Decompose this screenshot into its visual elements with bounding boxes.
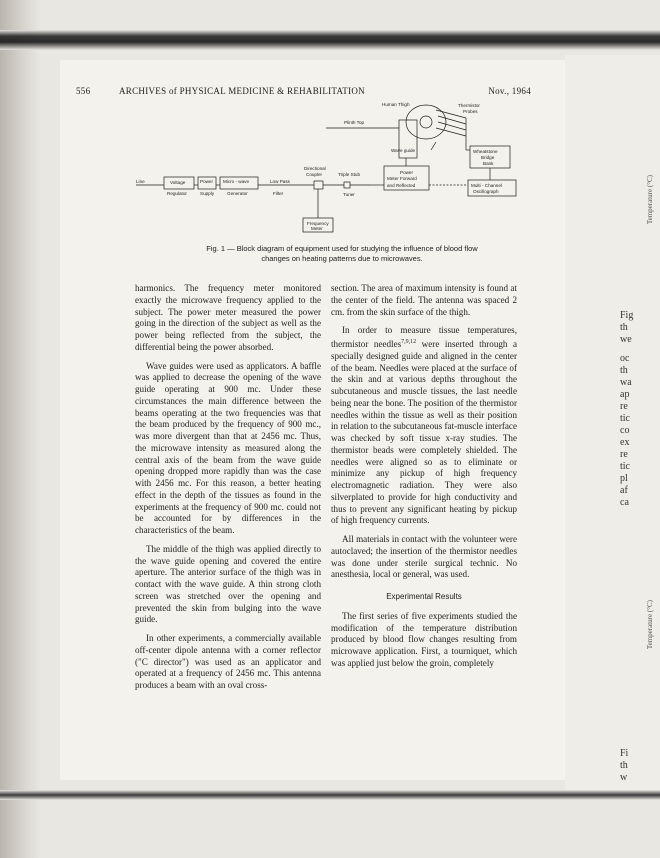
adjacent-fragment: ca — [620, 497, 629, 508]
block-diagram-svg — [136, 100, 531, 250]
journal-title: ARCHIVES of PHYSICAL MEDICINE & REHABILITATION — [119, 86, 365, 96]
triple-stub-tuner-label: Triple Stub — [338, 172, 361, 177]
adjacent-fragment: af — [620, 485, 628, 496]
wheatstone-bridge-label: Bank — [483, 161, 494, 166]
directional-coupler-label: Directional — [304, 166, 326, 171]
plinth-top-label: Plinth Top — [344, 120, 365, 125]
paragraph-text: In order to measure tissue temperatures, thermistor needles — [331, 325, 517, 350]
directional-coupler-label: Coupler — [306, 172, 323, 177]
low-pass-filter-label: Low Pass — [270, 179, 290, 184]
caption-line: Fig. 1 — Block diagram of equipment used for studying the influence of blood flow — [206, 244, 478, 253]
oscillograph-label: Multi - Channel — [471, 183, 502, 188]
page-number: 556 — [76, 86, 91, 96]
paragraph: In other experiments, a commercially available off-center dipole antenna with a corner reflector ("C director") was used as an applicator and operated at a frequency of 2456 mc. This antenna produces a beam with an oval cross- — [135, 633, 321, 690]
adjacent-fragment: Fi — [620, 748, 629, 759]
adjacent-fragment: w — [620, 772, 628, 783]
line-label: Line — [136, 179, 145, 184]
voltage-regulator-label: Voltage — [170, 180, 186, 185]
scan-shadow-left — [0, 0, 40, 858]
paragraph-text: were inserted through a specially designed guide and aligned in the center of the beam. Needles were placed at the surface of the skin and at various depths throughout the subcutaneous and muscle tissues, the last needle being near the bone. The position of the thermistor needles within the tissue as well as their position in relation to the subcutaneous fat-muscle interface was checked by soft tissue x-ray studies. The thermistor beads were completely shielded. The needles were aligned so as to eliminate or minimize any pickup of high frequency electromagnetic radiation. They were also silverplated to provide for high conductivity and thus to prevent any significant heating by pickup of high frequency currents. — [331, 339, 518, 526]
wheatstone-bridge-label: Bridge — [481, 155, 495, 160]
adjacent-fragment: wa — [620, 377, 632, 388]
adjacent-fragment: we — [620, 334, 632, 345]
scan-bottom-band — [0, 790, 660, 800]
directional-coupler-box — [314, 181, 323, 189]
adjacent-fragment: ap — [620, 389, 630, 400]
thigh-cross-section — [406, 105, 446, 139]
figure-caption — [152, 244, 532, 264]
adjacent-fragment: th — [620, 365, 628, 376]
right-column — [331, 283, 517, 677]
paragraph: The middle of the thigh was applied directly to the wave guide opening and covered the entire aperture. The anterior surface of the thigh was in contact with the wave guide. A thin strong cloth screen was stretched over the opening and prevented the skin from bulging into the wave guide. — [135, 543, 321, 625]
left-column — [135, 283, 321, 699]
block-diagram — [136, 100, 531, 250]
frequency-meter-label: Frequency — [307, 221, 329, 226]
adjacent-fragment: co — [620, 425, 630, 436]
adjacent-fragment: th — [620, 322, 628, 333]
paragraph: The first series of five experiments studied the modification of the temperature distribution produced by blood flow changes resulting from microwave application. First, a tourniquet, which was applied just below the groin, completely — [331, 610, 517, 668]
frequency-meter-label: Meter — [311, 226, 323, 231]
microwave-generator-label: Generator — [227, 191, 248, 196]
adjacent-fragment: pl — [620, 473, 628, 484]
adjacent-fragment: re — [620, 449, 628, 460]
power-meter-label: and Reflected — [387, 183, 416, 188]
adjacent-fragment: th — [620, 760, 628, 771]
paragraph: Wave guides were used as applicators. A baffle was applied to decrease the opening of the wave guide operating at 900 mc. Under these circumstances the main difference between the beams operating at the two frequencies was that the beam produced by the frequency of 900 mc., was more divergent than that at 2456 mc. Thus, the microwave intensity as measured along the central axis of the beam from the wave guide opening dropped more rapidly than was the case with 2456 mc. For this reason, a better heating effect in the depth of the tissues as found in the experiments at the frequency of 900 mc. could not be accounted for by differences in the characteristics of the beam. — [135, 360, 321, 535]
paragraph — [331, 325, 517, 527]
triple-stub-tuner-label: Tuner — [343, 192, 355, 197]
power-supply-label: Supply — [200, 191, 215, 196]
adjacent-axis-label: Temperature (°C) — [646, 175, 654, 225]
low-pass-filter-label: Filter — [273, 191, 284, 196]
reference-superscript: 7,9,12 — [401, 339, 417, 345]
thermistor-probes-label: Probes — [463, 109, 478, 114]
adjacent-fragment: Fig — [620, 310, 634, 321]
adjacent-page-strip — [565, 55, 660, 800]
human-thigh-label: Human Thigh — [382, 102, 410, 107]
adjacent-axis-label: Temperature (°C) — [646, 600, 654, 650]
adjacent-fragment: re — [620, 401, 628, 412]
power-meter-label: Power — [400, 170, 414, 175]
microwave-generator-label: Micro - wave — [223, 179, 250, 184]
oscillograph-label: Oscillograph — [473, 189, 499, 194]
caption-line: changes on heating patterns due to microwaves. — [261, 254, 423, 263]
paragraph: section. The area of maximum intensity is found at the center of the field. The antenna was spaced 2 cm. from the skin surface of the thigh. — [331, 283, 517, 317]
voltage-regulator-label: Regulator — [167, 191, 187, 196]
wave-guide-label: Wave guide — [391, 148, 416, 153]
adjacent-fragment: tic — [620, 413, 630, 424]
power-supply-label: Power — [200, 179, 214, 184]
adjacent-fragment: ex — [620, 437, 630, 448]
adjacent-fragment: tic — [620, 461, 630, 472]
paragraph: All materials in contact with the volunteer were autoclaved; the insertion of the thermistor needles was done under sterile surgical technic. No anesthesia, local or general, was used. — [331, 534, 517, 580]
paragraph: harmonics. The frequency meter monitored exactly the microwave frequency applied to the subject. The power meter measured the power going in the direction of the subject as well as the power being reflected from the subject, the differential being the power absorbed. — [135, 283, 321, 352]
adjacent-fragment: oc — [620, 353, 630, 364]
power-meter-label: Meter Forward — [387, 176, 417, 181]
section-heading: Experimental Results — [386, 592, 462, 602]
thermistor-probes-label: Thermistor — [458, 103, 480, 108]
issue-date: Nov., 1964 — [488, 86, 531, 96]
wheatstone-bridge-label: Wheatstone — [473, 149, 498, 154]
triple-stub-tuner-box — [344, 182, 350, 188]
scan-top-band — [0, 30, 660, 50]
